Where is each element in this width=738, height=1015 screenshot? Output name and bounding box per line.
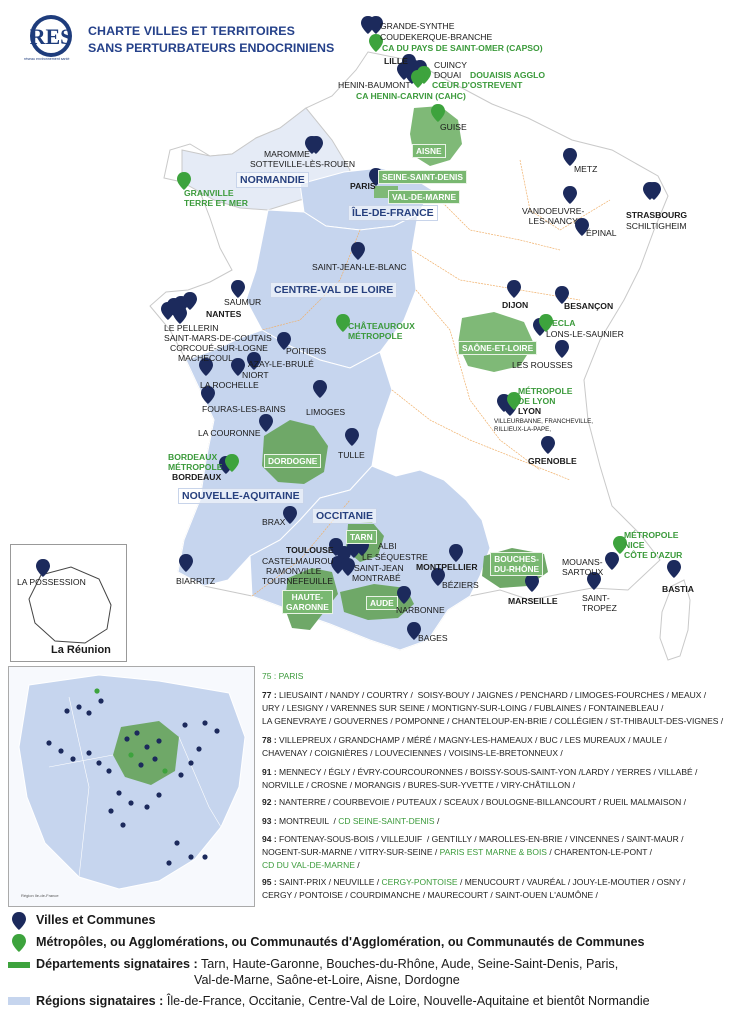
city-ramonville: RAMONVILLE (266, 566, 322, 576)
pin-vandoeuvre (563, 186, 577, 204)
city-granville: GRANVILLE TERRE ET MER (184, 188, 248, 208)
city-metz: METZ (574, 164, 598, 174)
region-label-ile-de-france: ÎLE-DE-FRANCE (348, 205, 438, 221)
legend-departments-label: Départements signataires : (36, 957, 198, 971)
city-cuincy: CUINCY (434, 60, 467, 70)
city-schiltigheim: SCHILTIGHEIM (626, 221, 687, 231)
dept-label-saone-et-loire: SAÔNE-ET-LOIRE (458, 341, 537, 355)
city-bastia: BASTIA (662, 584, 694, 594)
city-chateauroux: CHÂTEAUROUX MÉTROPOLE (348, 321, 415, 341)
dept-list-77-text: LIEUSAINT / NANDY / COURTRY / SOISY-BOUY / JAIGNES / PENCHARD / LIMOGES-FOURCHES / MEAUX / URY / LESIGNY / VARENNES SUR SEINE / MONTIGNY-SUR-LOING / FUBLAINES / FONTAINEBLEAU / LA GENEVRAYE / GOUVERNES / POMPONNE / CHANTELOUP-EN-BRIE / COLLÉGIEN / ST-THIBAULT-DES-VIGNES / (262, 690, 724, 727)
legend-departments-text2: Val-de-Marne, Saône-et-Loire, Aisne, Dordogne (194, 973, 460, 987)
city-bages: BAGES (418, 633, 448, 643)
reunion-inset (10, 544, 127, 662)
city-saumur: SAUMUR (224, 297, 262, 307)
city-sotteville: SOTTEVILLE-LÈS-ROUEN (250, 159, 356, 169)
idf-region-shape (19, 675, 245, 889)
dept-list-78-num: 78 : (262, 735, 277, 745)
dept-label-haute-garonne: HAUTE- GARONNE (282, 590, 333, 614)
dept-list-95 (262, 876, 732, 902)
dept-label-seine-saint-denis: SEINE-SAINT-DENIS (378, 170, 467, 184)
city-ostrevent: CŒUR D'OSTREVENT (432, 80, 523, 90)
city-cahc: CA HENIN-CARVIN (CAHC) (356, 91, 466, 101)
city-la-couronne: LA COURONNE (198, 428, 261, 438)
city-le-sequestre: LE SÉQUESTRE (362, 552, 428, 562)
dept-list-95-tail: / MENUCOURT / VAURÉAL / JOUY-LE-MOUTIER / OSNY / CERGY / PONTOISE / COURDIMANCHE / MAURECOURT / SAINT-OUEN L'AUMÔNE / (262, 877, 686, 901)
city-poitiers: POITIERS (286, 346, 327, 356)
city-metro-nice: MÉTROPOLE NICE CÔTE D'AZUR (624, 530, 683, 560)
dept-list-95-num: 95 : (262, 877, 277, 887)
city-les-rousses: LES ROUSSES (512, 360, 573, 370)
idf-map (9, 667, 254, 906)
pin-les-rousses (555, 340, 569, 358)
city-villeurbanne: VILLEURBANNE, FRANCHEVILLE, RILLIEUX-LA-PAPE, (494, 418, 594, 433)
legend-regions-label: Régions signataires : (36, 994, 164, 1008)
dept-label-bouches-du-rhone: BOUCHES- DU-RHÔNE (490, 552, 543, 576)
pin-saint-jean-le-blanc (351, 242, 365, 260)
city-azay: AZAY-LE-BRULÉ (248, 359, 314, 369)
city-douai: DOUAI (434, 70, 462, 80)
region-label-nouvelle-aquitaine: NOUVELLE-AQUITAINE (178, 488, 304, 504)
dept-list-95-green: CERGY-PONTOISE (381, 877, 458, 887)
legend-regions-text: Île-de-France, Occitanie, Centre-Val de Loire, Nouvelle-Aquitaine et bientôt Normandie (166, 994, 650, 1008)
city-saint-tropez: SAINT- TROPEZ (582, 593, 617, 613)
dept-list-92 (262, 796, 732, 809)
dept-list-75-num-green: 75 : (262, 671, 277, 681)
city-guise: GUISE (440, 122, 467, 132)
dept-list-94 (262, 833, 732, 873)
city-metro-lyon: MÉTROPOLE DE LYON (518, 386, 573, 406)
pin-montpellier (449, 544, 463, 562)
pin-la-couronne (259, 414, 273, 432)
city-vandoeuvre: VANDOEUVRE- LES-NANCY (522, 206, 585, 226)
city-tournefeuille: TOURNEFEUILLE (262, 576, 333, 586)
legend-cities: Villes et Communes (36, 913, 156, 927)
pin-biarritz (179, 554, 193, 572)
city-brax: BRAX (262, 517, 286, 527)
dept-label-val-de-marne: VAL-DE-MARNE (388, 190, 460, 204)
city-bordeaux: BORDEAUX (172, 472, 222, 482)
city-fouras: FOURAS-LES-BAINS (202, 404, 286, 414)
city-bordeaux-metro: BORDEAUX MÉTROPOLE (168, 452, 223, 472)
dept-list-91-num: 91 : (262, 767, 277, 777)
pin-machecoul (173, 306, 187, 324)
city-limoges: LIMOGES (306, 407, 346, 417)
city-tulle: TULLE (338, 450, 365, 460)
dept-list-94-tail2: / (354, 860, 360, 871)
dept-list-91-text: MENNECY / ÉGLY / ÉVRY-COURCOURONNES / BOISSY-SOUS-SAINT-YON /LARDY / YERRES / VILLABÉ / NORVILLE / CROSNE / MORANGIS / BURES-SUR-YVETTE / VIRY-CHÂTILLON / (262, 767, 698, 791)
logo-subtitle: réseau environnement santé (24, 57, 70, 61)
city-lons: LONS-LE-SAUNIER (546, 329, 624, 339)
idf-caption: Région Ile-de-France (21, 893, 59, 898)
pin-grenoble (541, 436, 555, 454)
city-saint-jean: SAINT-JEAN (354, 563, 404, 573)
region-label-occitanie: OCCITANIE (312, 508, 377, 524)
dept-list-78-text: VILLEPREUX / GRANDCHAMP / MÉRÉ / MAGNY-LES-HAMEAUX / BUC / LES MUREAUX / MAULE / CHAVENAY / COIGNIÈRES / LOUVECIENNES / VOISINS-LE-BRETONNEUX / (262, 735, 667, 759)
city-ecla: ECLA (552, 318, 576, 328)
legend-symbols (10, 908, 30, 998)
legend-departments-text: Tarn, Haute-Garonne, Bouches-du-Rhône, Aude, Seine-Saint-Denis, Paris, (200, 957, 619, 971)
legend-department-swatch (8, 962, 30, 968)
pin-dijon (507, 280, 521, 298)
pin-tulle (345, 428, 359, 446)
city-beziers: BÉZIERS (442, 580, 479, 590)
pin-ostrevent (411, 70, 425, 88)
dept-list-78 (262, 734, 732, 760)
city-la-rochelle: LA ROCHELLE (200, 380, 259, 390)
city-douaisis: DOUAISIS AGGLO (470, 70, 546, 80)
city-biarritz: BIARRITZ (176, 576, 216, 586)
city-nantes: NANTES (206, 309, 242, 319)
idf-inset (8, 666, 255, 907)
city-castelmaurou: CASTELMAUROU (262, 556, 334, 566)
dept-list-93-num: 93 : (262, 816, 277, 826)
dept-label-dordogne: DORDOGNE (264, 454, 321, 468)
city-grenoble: GRENOBLE (528, 456, 577, 466)
city-la-possession: LA POSSESSION (17, 577, 86, 587)
city-maromme: MAROMME (264, 149, 310, 159)
legend-region-swatch (8, 997, 30, 1005)
city-machecoul: MACHECOUL (178, 353, 233, 363)
region-label-centre: CENTRE-VAL DE LOIRE (270, 282, 397, 298)
city-niort: NIORT (242, 370, 269, 380)
pin-narbonne (397, 586, 411, 604)
dept-list-94-green2: CD DU VAL-DE-MARNE (262, 860, 355, 871)
dept-list-93-green: CD SEINE-SAINT-DENIS (338, 816, 435, 826)
dept-list-77 (262, 689, 732, 729)
dept-list-91 (262, 766, 732, 792)
pin-mouans (605, 552, 619, 570)
dept-list-75 (262, 670, 303, 683)
page-title-line2: SANS PERTURBATEURS ENDOCRINIENS (88, 41, 335, 55)
legend-metro-pin-icon (12, 934, 26, 952)
dept-list-93-text: MONTREUIL / (279, 816, 339, 826)
dept-list-94-num: 94 : (262, 834, 277, 844)
city-dijon: DIJON (502, 300, 529, 310)
city-saint-jean-le-blanc: SAINT-JEAN-LE-BLANC (312, 262, 407, 272)
region-label-normandie: NORMANDIE (236, 172, 309, 188)
logo-text: RES (29, 24, 73, 49)
city-capso: CA DU PAYS DE SAINT-OMER (CAPSO) (382, 43, 543, 53)
dept-label-aude: AUDE (366, 596, 398, 610)
city-marseille: MARSEILLE (508, 596, 558, 606)
dept-list-92-num: 92 : (262, 797, 277, 807)
city-strasbourg: STRASBOURG (626, 210, 688, 220)
dept-list-94-tail: / CHARENTON-LE-PONT / (546, 847, 652, 858)
dept-list-93 (262, 815, 732, 828)
dept-list-94-text: FONTENAY-SOUS-BOIS / VILLEJUIF / GENTILLY / MAROLLES-EN-BRIE / VINCENNES / SAINT-MAUR / NOGENT-SUR-MARNE / VITRY-SUR-SEINE / (262, 834, 684, 858)
legend-city-pin-icon (12, 912, 26, 930)
dept-list-94-green: PARIS EST MARNE & BOIS (439, 847, 547, 858)
city-epinal: ÉPINAL (586, 228, 617, 238)
city-henin: HENIN-BAUMONT (338, 80, 411, 90)
pin-saumur (231, 280, 245, 298)
city-albi: ALBI (378, 541, 397, 551)
city-paris: PARIS (350, 181, 376, 191)
city-corcoue: CORCOUÉ-SUR-LOGNE (170, 343, 268, 353)
city-grande-synthe: GRANDE-SYNTHE (380, 21, 455, 31)
pin-bastia (667, 560, 681, 578)
city-lille: LILLE (384, 56, 408, 66)
city-coudekerque: COUDEKERQUE-BRANCHE (380, 32, 493, 42)
city-saint-mars: SAINT-MARS-DE-COUTAIS (164, 333, 272, 343)
dept-list-93-tail: / (434, 816, 440, 826)
city-besancon: BESANÇON (564, 301, 614, 311)
city-montpellier: MONTPELLIER (416, 562, 478, 572)
dept-list-95-text: SAINT-PRIX / NEUVILLE / (279, 877, 382, 887)
reunion-title: La Réunion (51, 644, 111, 656)
dept-list-77-num: 77 : (262, 690, 277, 700)
city-mouans: MOUANS- SARTOUX (562, 557, 604, 577)
city-le-pellerin: LE PELLERIN (164, 323, 219, 333)
city-lyon: LYON (518, 406, 542, 416)
dept-list-75-green: PARIS (278, 671, 304, 681)
dept-label-tarn: TARN (346, 530, 377, 544)
legend-metros: Métropôles, ou Agglomérations, ou Communautés d'Agglomération, ou Communautés de Communes (36, 935, 645, 949)
dept-list-92-text: NANTERRE / COURBEVOIE / PUTEAUX / SCEAUX / BOULOGNE-BILLANCOURT / RUEIL MALMAISON / (279, 797, 687, 807)
pin-limoges (313, 380, 327, 398)
pin-guise (431, 104, 445, 122)
city-narbonne: NARBONNE (396, 605, 445, 615)
city-toulouse: TOULOUSE (286, 545, 334, 555)
city-montrabe: MONTRABÉ (352, 573, 401, 583)
dept-label-aisne: AISNE (412, 144, 446, 158)
page-title-line1: CHARTE VILLES ET TERRITOIRES (88, 24, 296, 38)
pin-marseille (525, 574, 539, 592)
